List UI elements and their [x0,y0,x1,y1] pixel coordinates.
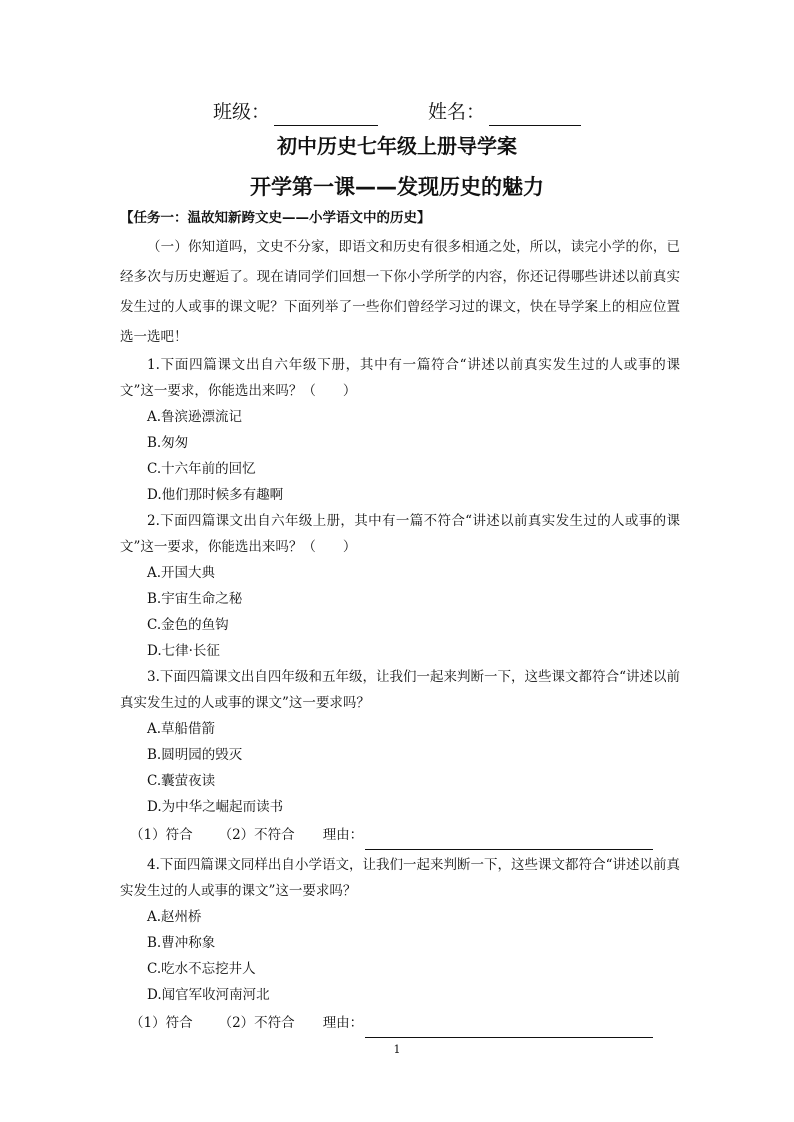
document-subtitle: 开学第一课——发现历史的魅力 [250,175,544,199]
question-text: 4.下面四篇课文同样出自小学语文，让我们一起来判断一下，这些课文都符合“讲述以前真实发生过的人或事的课文”这一要求吗？ [120,857,680,899]
choice-agree: （1）符合 [130,1015,193,1031]
option-item: A.开国大典 [147,565,216,581]
choice-disagree: （2）不符合 [218,1015,295,1031]
document-title: 初中历史七年级上册导学案 [277,134,517,158]
option-item: A.赵州桥 [147,909,202,925]
intro-paragraph: （一）你知道吗，文史不分家，即语文和历史有很多相通之处，所以，读完小学的你，已经多次与历史邂逅了。现在请同学们回想一下你小学所学的内容，你还记得哪些讲述以前真实发生过的人或事的课文呢？下面列举了一些你们曾经学习过的课文，快在导学案上的相应位置选一选吧！ [120,239,680,345]
option-item: B.曹冲称象 [147,935,216,951]
page-number: 1 [393,1043,401,1056]
option-item: D.他们那时候多有趣啊 [147,487,284,503]
class-label: 班级： [212,101,270,123]
class-blank [274,103,378,126]
name-label: 姓名： [428,101,486,123]
reason-blank [365,1015,653,1038]
option-item: C.金色的鱼钩 [147,617,229,633]
reason-label: 理由： [322,827,364,843]
question-block [120,352,680,508]
task-heading: 【任务一：温故知新跨文史——小学语文中的历史】 [120,210,431,226]
name-blank [489,103,581,126]
option-item: C.十六年前的回忆 [147,461,256,477]
option-item: B.圆明园的毁灭 [147,747,243,763]
question-text: 2.下面四篇课文出自六年级上册，其中有一篇不符合“讲述以前真实发生过的人或事的课文”这一要求，你能选出来吗？（ ） [120,513,680,555]
question-text: 3.下面四篇课文出自四年级和五年级，让我们一起来判断一下，这些课文都符合“讲述以前真实发生过的人或事的课文”这一要求吗？ [120,669,680,711]
option-item: D.为中华之崛起而读书 [147,799,284,815]
question-block [120,508,680,664]
choice-disagree: （2）不符合 [218,827,295,843]
option-item: C.吃水不忘挖井人 [147,961,256,977]
question-block [120,852,680,1038]
student-info-line [0,98,794,126]
option-item: B.匆匆 [147,435,189,451]
option-item: A.草船借箭 [147,721,216,737]
option-item: A.鲁滨逊漂流记 [147,409,243,425]
answer-line [120,1008,680,1038]
option-item: B.宇宙生命之秘 [147,591,243,607]
choice-agree: （1）符合 [130,827,193,843]
reason-label: 理由： [322,1015,364,1031]
option-item: D.七律·长征 [147,643,220,659]
option-item: D.闻官军收河南河北 [147,987,270,1003]
reason-blank [365,827,653,850]
question-block [120,664,680,850]
answer-line [120,820,680,850]
option-item: C.囊萤夜读 [147,773,216,789]
question-text: 1.下面四篇课文出自六年级下册，其中有一篇符合“讲述以前真实发生过的人或事的课文”这一要求，你能选出来吗？（ ） [120,357,680,399]
questions-section [120,352,680,1040]
